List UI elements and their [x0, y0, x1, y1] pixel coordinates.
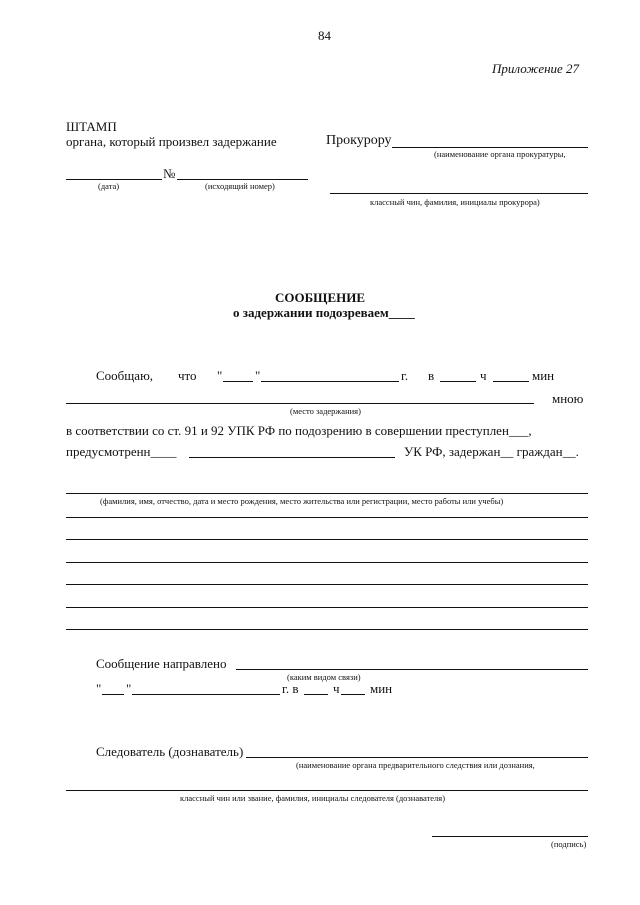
investigator-name-line	[66, 790, 588, 791]
document-subtitle: о задержании подозреваем____	[233, 305, 415, 320]
appendix-label: Приложение 27	[492, 61, 580, 76]
open-quote: "	[217, 368, 223, 383]
prosecutor-org-caption: (наименование органа прокуратуры,	[434, 149, 566, 159]
year-label: г.	[401, 368, 409, 383]
by-me-label: мною	[552, 391, 584, 406]
number-sign: №	[163, 166, 176, 181]
place-caption: (место задержания)	[290, 406, 361, 416]
sent-close-quote: "	[126, 681, 132, 696]
that-word: что	[178, 368, 197, 383]
person-line-2	[66, 517, 588, 518]
prosecutor-org-line	[392, 147, 588, 148]
hour-label: ч	[480, 368, 487, 383]
minute-label: мин	[532, 368, 555, 383]
person-line-3	[66, 539, 588, 540]
person-line-5	[66, 584, 588, 585]
person-line-1	[66, 493, 588, 494]
detained-label: УК РФ, задержан__ граждан__.	[404, 444, 579, 459]
investigator-label: Следователь (дознаватель)	[96, 744, 244, 759]
investigator-org-caption: (наименование органа предварительного следствия или дознания,	[296, 760, 535, 770]
in-label: в	[428, 368, 435, 383]
close-quote: "	[255, 368, 261, 383]
page-number: 84	[318, 28, 331, 43]
date-line	[66, 179, 162, 180]
hour-line	[440, 381, 476, 382]
minute-line	[493, 381, 529, 382]
sent-hour-line	[304, 694, 328, 695]
day-line	[223, 381, 253, 382]
outgoing-number-caption: (исходящий номер)	[205, 181, 275, 191]
sent-day-line	[102, 694, 124, 695]
sent-hour-label: ч	[333, 681, 340, 696]
date-caption: (дата)	[98, 181, 120, 191]
place-line	[66, 403, 534, 404]
investigator-org-line	[246, 757, 588, 758]
signature-caption: (подпись)	[551, 839, 587, 849]
provided-label: предусмотренн____	[66, 444, 177, 459]
legal-basis-line: в соответствии со ст. 91 и 92 УПК РФ по подозрению в совершении преступлен___,	[66, 423, 532, 438]
sent-minute-line	[341, 694, 365, 695]
person-line-4	[66, 562, 588, 563]
stamp-title: ШТАМП	[66, 119, 117, 134]
outgoing-number-line	[177, 179, 308, 180]
sent-year-label: г. в	[282, 681, 299, 696]
person-line-6	[66, 607, 588, 608]
investigator-rank-caption: классный чин или звание, фамилия, инициалы следователя (дознавателя)	[180, 793, 446, 803]
report-verb: Сообщаю,	[96, 368, 154, 383]
stamp-subtitle: органа, который произвел задержание	[66, 134, 277, 149]
prosecutor-name-line	[330, 193, 588, 194]
sent-method-caption: (каким видом связи)	[287, 672, 361, 682]
sent-label: Сообщение направлено	[96, 656, 227, 671]
sent-method-line	[236, 669, 588, 670]
signature-line	[432, 836, 588, 837]
prosecutor-rank-caption: классный чин, фамилия, инициалы прокурора)	[370, 197, 540, 207]
criminal-code-article-line	[189, 457, 395, 458]
person-line-7	[66, 629, 588, 630]
document-title: СООБЩЕНИЕ	[274, 290, 366, 305]
month-line	[261, 381, 399, 382]
prosecutor-label: Прокурору	[326, 133, 392, 148]
sent-open-quote: "	[96, 681, 102, 696]
sent-minute-label: мин	[370, 681, 393, 696]
sent-month-line	[132, 694, 280, 695]
person-caption: (фамилия, имя, отчество, дата и место рождения, место жительства или регистрации, место работы или учебы)	[100, 496, 504, 506]
